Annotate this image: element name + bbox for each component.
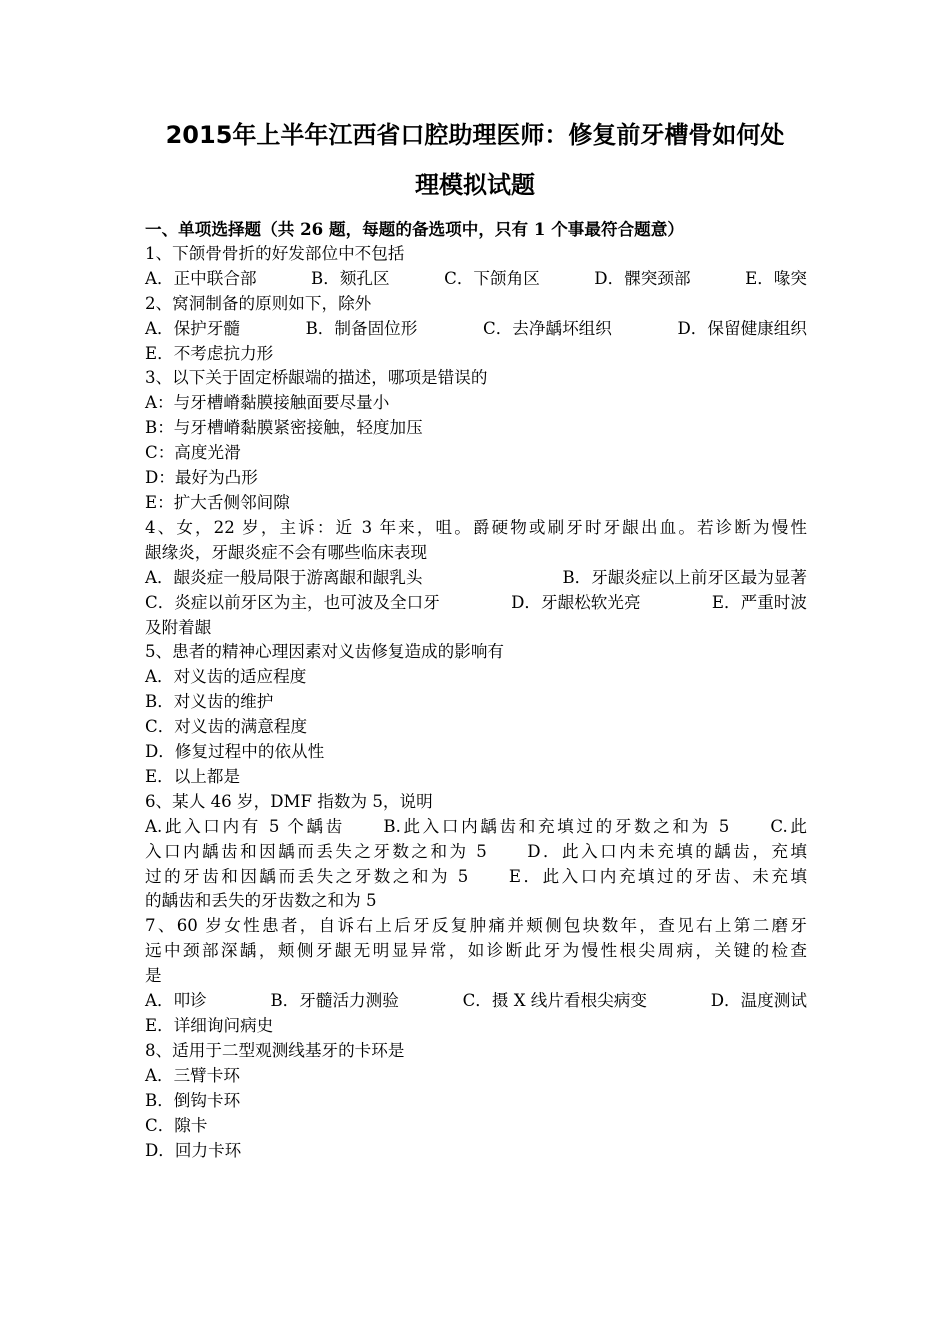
- document-title-line-2: 理模拟试题: [415, 171, 535, 199]
- question-8-option-a: A．三臂卡环: [145, 1065, 240, 1085]
- question-5-option-a: A．对义齿的适应程度: [145, 667, 307, 687]
- question-3-option-e: E：扩大舌侧邻间隙: [145, 492, 290, 512]
- question-list: [145, 217, 807, 1163]
- question-7-stem-line-1: 7、60 岁女性患者，自诉右上后牙反复肿痛并颊侧包块数年，查见右上第二磨牙: [145, 916, 807, 936]
- question-1-options: [145, 267, 807, 292]
- question-6-options-line-3: 过的牙齿和因龋而丢失之牙数之和为 5 E．此入口内充填过的牙齿、未充填: [145, 866, 807, 886]
- question-1-option-b: B．颏孔区: [311, 268, 390, 288]
- question-1-option-d: D．髁突颈部: [594, 268, 691, 288]
- question-4-option-d: D．牙龈松软光亮: [511, 592, 641, 612]
- question-4-options-row-1: [145, 566, 807, 591]
- document-title-line-1: 2015年上半年江西省口腔助理医师：修复前牙槽骨如何处: [165, 121, 785, 149]
- question-4-stem-line-2: 龈缘炎，牙龈炎症不会有哪些临床表现: [145, 542, 428, 562]
- question-2-option-b: B．制备固位形: [305, 318, 418, 338]
- question-4-option-c: C．炎症以前牙区为主，也可波及全口牙: [145, 592, 440, 612]
- question-8-stem: 8、适用于二型观测线基牙的卡环是: [145, 1040, 405, 1060]
- question-7-option-a: A．叩诊: [145, 991, 207, 1011]
- question-4-option-b: B．牙龈炎症以上前牙区最为显著: [562, 567, 807, 587]
- question-8-option-b: B．倒钩卡环: [145, 1090, 241, 1110]
- question-2-option-c: C．去净龋坏组织: [483, 318, 612, 338]
- question-7-option-e: E．详细询问病史: [145, 1016, 274, 1035]
- question-3-option-b: B：与牙槽嵴黏膜紧密接触，轻度加压: [145, 418, 423, 438]
- question-5-option-c: C．对义齿的满意程度: [145, 717, 308, 737]
- question-5-option-d: D．修复过程中的依从性: [145, 742, 325, 762]
- question-7-option-c: C．摄 X 线片看根尖病变: [462, 991, 647, 1011]
- question-6-stem: 6、某人 46 岁，DMF 指数为 5，说明: [145, 791, 433, 811]
- question-1-stem: 1、下颌骨骨折的好发部位中不包括: [145, 243, 405, 263]
- question-4-option-a: A．龈炎症一般局限于游离龈和龈乳头: [145, 567, 423, 587]
- question-6-options-line-2: 入口内龋齿和因龋而丢失之牙数之和为 5 D．此入口内未充填的龋齿，充填: [145, 841, 807, 861]
- question-3-stem: 3、以下关于固定桥龈端的描述，哪项是错误的: [145, 368, 488, 388]
- question-2-options: [145, 317, 807, 342]
- question-7-option-d: D．温度测试: [710, 991, 807, 1011]
- question-2-option-e: E．不考虑抗力形: [145, 343, 274, 363]
- question-8-option-c: C．隙卡: [145, 1115, 208, 1135]
- question-4-option-e: E．严重时波: [711, 592, 807, 612]
- question-7-stem-line-2: 远中颈部深龋，颊侧牙龈无明显异常，如诊断此牙为慢性根尖周病，关键的检查: [145, 941, 807, 961]
- question-2-option-d: D．保留健康组织: [677, 318, 807, 338]
- section-heading: 一、单项选择题（共 26 题，每题的备选项中，只有 1 个事最符合题意）: [145, 219, 684, 239]
- question-4-option-e-tail: 及附着龈: [145, 617, 212, 637]
- question-1-option-e: E．喙突: [745, 268, 807, 288]
- question-5-stem: 5、患者的精神心理因素对义齿修复造成的影响有: [145, 642, 505, 662]
- question-5-option-b: B．对义齿的维护: [145, 692, 274, 712]
- question-7-options: [145, 989, 807, 1014]
- question-4-options-row-2: [145, 591, 807, 616]
- question-8-option-d: D．回力卡环: [145, 1140, 242, 1160]
- question-2-stem: 2、窝洞制备的原则如下，除外: [145, 293, 372, 313]
- question-1-option-a: A．正中联合部: [145, 268, 257, 288]
- question-5-option-e: E．以上都是: [145, 766, 241, 786]
- question-3-option-a: A：与牙槽嵴黏膜接触面要尽量小: [145, 393, 390, 413]
- question-7-stem-tail: 是: [145, 966, 162, 986]
- question-2-option-a: A．保护牙髓: [145, 318, 240, 338]
- question-6-options-line-1: A.此入口内有 5 个龋齿 B.此入口内龋齿和充填过的牙数之和为 5 C.此: [145, 816, 807, 836]
- question-1-option-c: C．下颌角区: [444, 268, 540, 288]
- question-3-option-d: D：最好为凸形: [145, 468, 258, 488]
- question-4-stem-line-1: 4、女，22 岁，主诉：近 3 年来，咀。爵硬物或刷牙时牙龈出血。若诊断为慢性: [145, 517, 807, 537]
- question-6-options-tail: 的龋齿和丢失的牙齿数之和为 5: [145, 891, 377, 911]
- question-3-option-c: C：高度光滑: [145, 443, 241, 463]
- question-7-option-b: B．牙髓活力测验: [270, 991, 399, 1011]
